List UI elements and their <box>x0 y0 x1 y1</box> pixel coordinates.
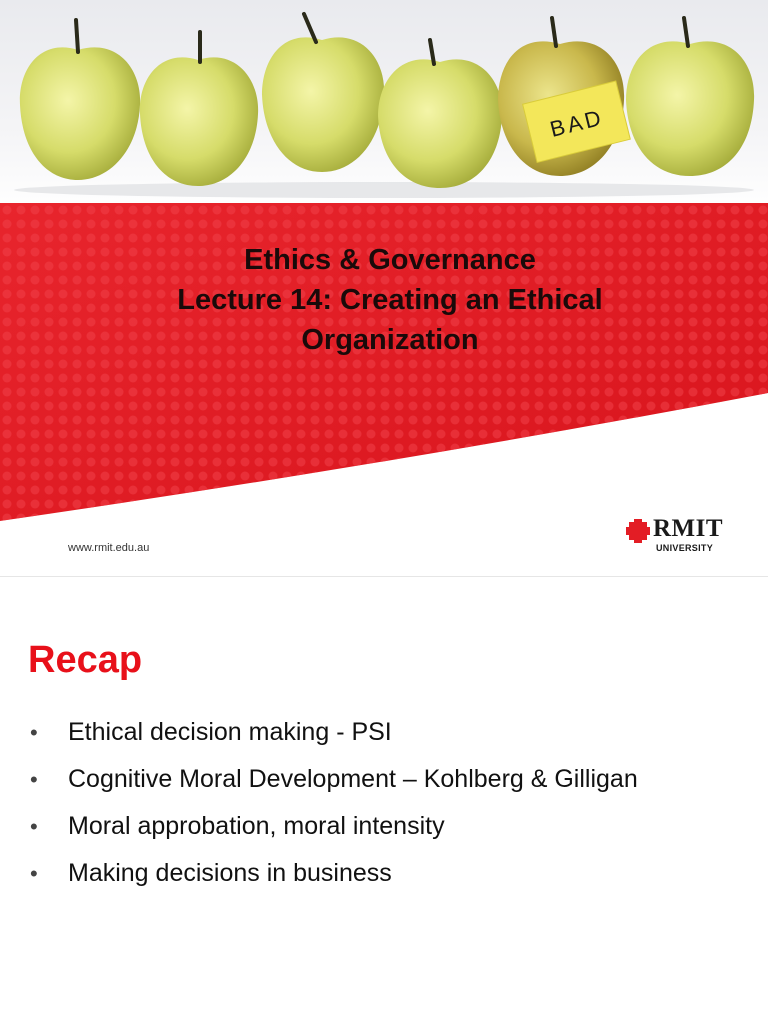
rmit-logo <box>626 514 736 556</box>
bullet-icon: • <box>30 814 38 839</box>
bullet-text: Moral approbation, moral intensity <box>68 812 445 840</box>
apple <box>262 14 384 172</box>
sticky-note-text: BAD <box>547 104 607 142</box>
list-item <box>28 858 748 889</box>
list-item <box>28 717 748 748</box>
website-url: www.rmit.edu.au <box>68 542 150 554</box>
title-line-2: Lecture 14: Creating an Ethical <box>177 284 603 316</box>
bullet-list <box>28 717 748 905</box>
title-line-3: Organization <box>301 324 479 356</box>
list-item <box>28 811 748 842</box>
bullet-text: Cognitive Moral Development – Kohlberg & Gilligan <box>68 765 638 793</box>
apple <box>140 32 258 186</box>
list-item <box>28 764 748 795</box>
apple <box>626 18 754 176</box>
title-line-1: Ethics & Governance <box>244 244 536 276</box>
recap-slide <box>0 577 768 1024</box>
rmit-pixel-icon <box>626 519 650 543</box>
bullet-icon: • <box>30 720 38 745</box>
apples-photo <box>0 0 768 210</box>
apples-illustration <box>0 0 768 210</box>
bullet-text: Making decisions in business <box>68 859 392 887</box>
bullet-text: Ethical decision making - PSI <box>68 718 392 746</box>
bullet-icon: • <box>30 861 38 886</box>
logo-subtitle: UNIVERSITY <box>656 543 714 553</box>
bullet-icon: • <box>30 767 38 792</box>
logo-wordmark: RMIT <box>653 515 724 542</box>
apple <box>20 20 140 180</box>
apple <box>378 40 502 188</box>
slide-heading: Recap <box>28 639 143 681</box>
slide-title <box>80 240 700 360</box>
